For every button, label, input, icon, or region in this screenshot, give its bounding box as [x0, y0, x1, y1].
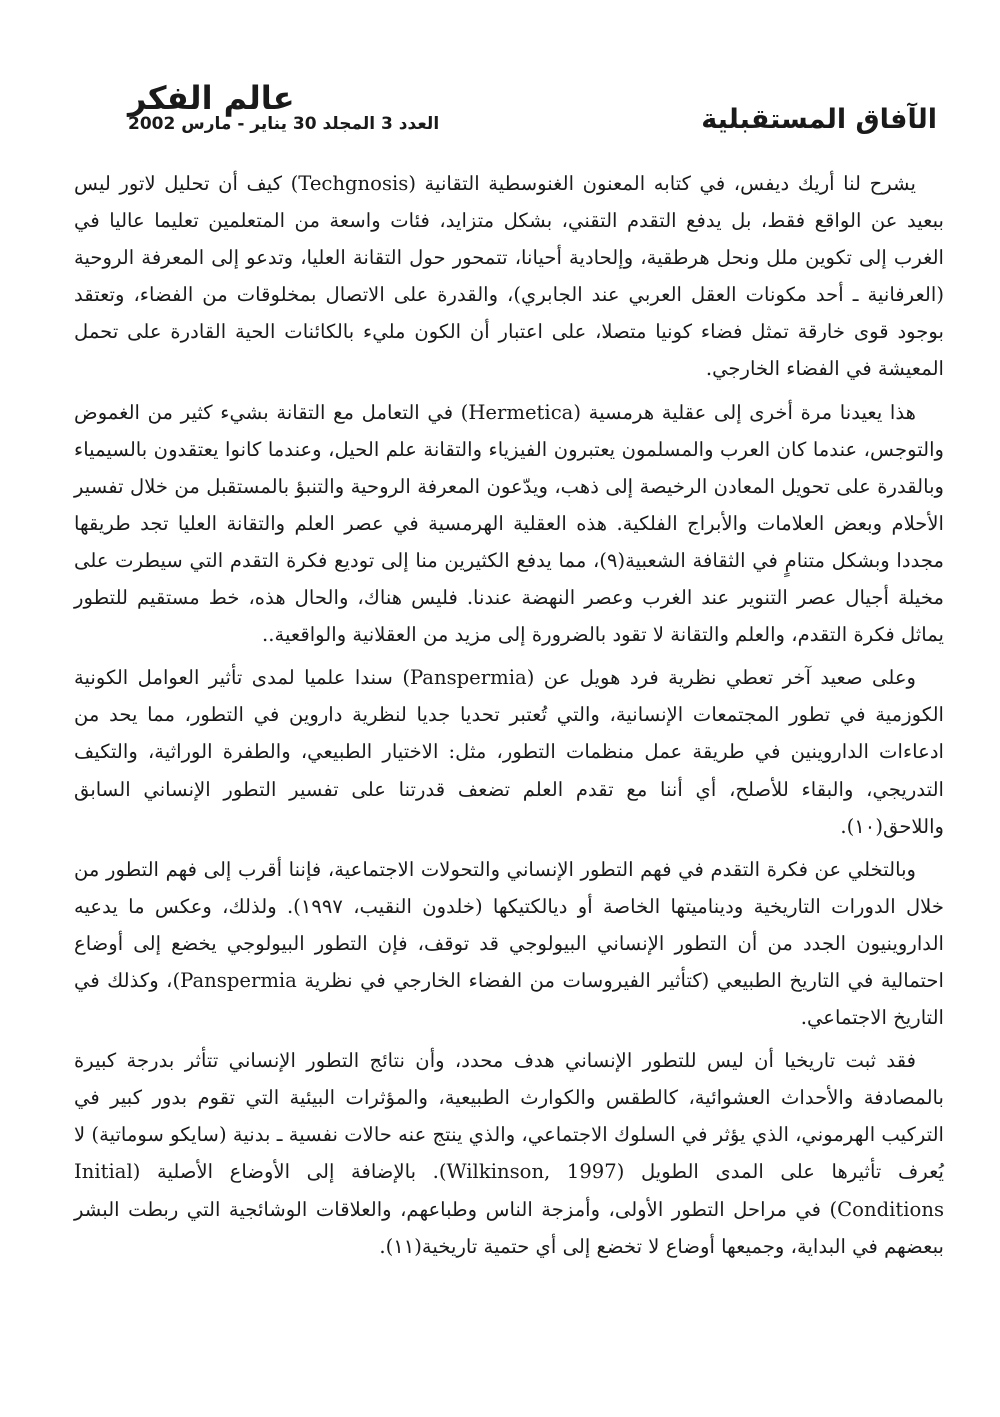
paragraph: فقد ثبت تاريخيا أن ليس للتطور الإنساني هدف محدد، وأن نتائج التطور الإنساني تتأثر بدرجة كبيرة بالمصادفة والأحداث العشوائية، كالطقس والكوارث الطبيعية، والمؤثرات البيئية التي تقوم بدور كبير في التركيب الهرموني، الذي يؤثر في السلوك الاجتماعي، والذي ينتج عنه حالات نفسية ـ بدنية (سايكو سوماتية) لا يُعرف تأثيرها على المدى الطويل (Wilkinson, 1997). بالإضافة إلى الأوضاع الأصلية (Initial Conditions) في مراحل التطور الأولى، وأمزجة الناس وطباعهم، والعلاقات الوشائجية التي ربطت البشر ببعضهم في البداية، وجميعها أوضاع لا تخضع إلى أي حتمية تاريخية(١١). — [74, 1049, 944, 1258]
page-header — [72, 78, 937, 148]
journal-masthead — [128, 79, 440, 134]
issue-line: العدد 3 المجلد 30 يناير - مارس 2002 — [128, 113, 440, 134]
paragraph: يشرح لنا أريك ديفس، في كتابه المعنون الغنوسطية التقانية (Techgnosis) كيف أن تحليل لاتور ليس ببعيد عن الواقع فقط، بل يدفع التقدم التقني، بشكل متزايد، فئات واسعة من المتعلمين تعليما عاليا في الغرب إلى تكوين ملل ونحل هرطقية، وإلحادية أحيانا، تتمحور حول التقانة العليا، وتدعو إلى المعرفة الروحية (العرفانية ـ أحد مكونات العقل العربي عند الجابري)، والقدرة على الاتصال بمخلوقات من الفضاء، وتعتقد بوجود قوى خارقة تمثل فضاء كونيا متصلا، على اعتبار أن الكون مليء بالكائنات الحية القادرة على تحمل المعيشة في الفضاء الخارجي. — [74, 172, 944, 381]
section-title: الآفاق المستقبلية — [701, 104, 937, 135]
paragraph: هذا يعيدنا مرة أخرى إلى عقلية هرمسية (Hermetica) في التعامل مع التقانة بشيء كثير من الغموض والتوجس، عندما كان العرب والمسلمون يعتبرون الفيزياء والتقانة علم الحيل، وعندما كانوا يعتقدون بالسيمياء وبالقدرة على تحويل المعادن الرخيصة إلى ذهب، ويدّعون المعرفة الروحية والتنبؤ بالمستقبل من خلال تفسير الأحلام وبعض العلامات والأبراج الفلكية. هذه العقلية الهرمسية في عصر العلم والتقانة العليا تجد طريقها مجددا وبشكل متنامٍ في الثقافة الشعبية(٩)، مما يدفع الكثيرين منا إلى توديع فكرة التقدم التي سيطرت على مخيلة أجيال عصر التنوير عند الغرب وعصر النهضة عندنا. فليس هناك، والحال هذه، خط مستقيم للتطور يماثل فكرة التقدم، والعلم والتقانة لا تقود بالضرورة إلى مزيد من العقلانية والواقعية.. — [74, 400, 945, 647]
paragraph: وعلى صعيد آخر تعطي نظرية فرد هويل عن (Panspermia) سندا علميا لمدى تأثير العوامل الكونية الكوزمية في تطور المجتمعات الإنسانية، والتي تُعتبر تحديا جديا لنظرية داروين في التطور، مما يحد من ادعاءات الداروينين في طريقة عمل منظمات التطور، مثل: الاختيار الطبيعي، والطفرة الوراثية، والتكيف التدريجي، والبقاء للأصلح، أي أننا مع تقدم العلم تضعف قدرتنا على تفسير التطور الإنساني السابق واللاحق(١٠). — [74, 666, 944, 838]
paragraph: وبالتخلي عن فكرة التقدم في فهم التطور الإنساني والتحولات الاجتماعية، فإننا أقرب إلى فهم التطور من خلال الدورات التاريخية وديناميتها الخاصة أو ديالكتيكها (خلدون النقيب، ١٩٩٧). ولذلك، وعكس ما يدعيه الداروينيون الجدد من أن التطور الإنساني البيولوجي قد توقف، فإن التطور البيولوجي يخضع إلى أوضاع احتمالية في التاريخ الطبيعي (كتأثير الفيروسات من الفضاء الخارجي في نظرية Panspermia)، وكذلك في التاريخ الاجتماعي. — [74, 857, 944, 1030]
journal-title: عالم الفكر — [128, 79, 295, 117]
article-body — [74, 165, 944, 1271]
